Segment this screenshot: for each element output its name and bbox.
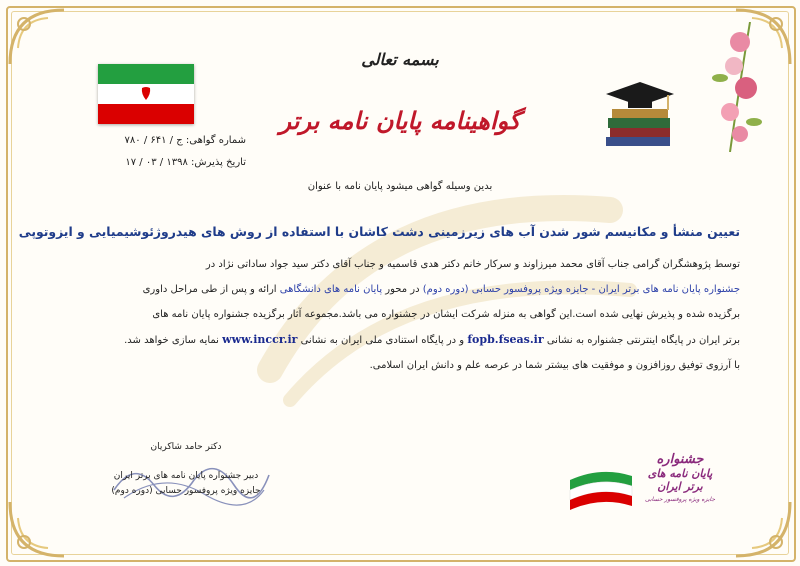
iran-flag-icon: [98, 64, 194, 124]
certificate-number: شماره گواهی: ج / ۶۴۱ / ۷۸۰: [124, 135, 246, 146]
books-graduation-cap-icon: [600, 78, 680, 148]
signature-block: [96, 440, 276, 499]
certificate-meta: [86, 130, 246, 174]
festival-website-link[interactable]: fopb.fseas.ir: [467, 333, 544, 346]
certificate-title: گواهینامه پایان نامه برتر: [279, 106, 521, 135]
acceptance-date: تاریخ پذیرش: ۱۳۹۸ / ۰۳ / ۱۷: [125, 157, 246, 168]
body-line-1: توسط پژوهشگران گرامی جناب آقای محمد میرزاوند و سرکار خانم دکتر هدی قاسمیه و جناب آقای دکتر سید جواد ساداتی نژاد در: [205, 259, 740, 270]
signer-name: دکتر حامد شاکریان: [150, 442, 222, 452]
signer-role: دبیر جشنواره پایان نامه های برتر ایران: [113, 471, 259, 481]
body-line-2: [60, 277, 740, 302]
certificate-body: [60, 252, 740, 378]
festival-flag-logo-icon: [566, 466, 636, 516]
body-text: برتر ایران در پایگاه اینترنتی جشنواره به نشانی: [543, 335, 740, 346]
flower-decoration: [690, 22, 770, 152]
body-line-5: با آرزوی توفیق روزافزون و موفقیت های بیشتر شما در عرصه علم و دانش ایران اسلامی.: [369, 360, 740, 371]
bismillah-heading: بسمه تعالی: [361, 50, 439, 69]
festival-logo-text: [640, 452, 720, 503]
body-text: در محور: [382, 284, 423, 295]
signer-role-sub: جایزه ویژه پروفسور حسابی (دوره دوم): [111, 486, 261, 496]
corner-ornament-icon: [4, 472, 94, 562]
body-text: ارائه و پس از طی مراحل داوری: [142, 284, 280, 295]
thesis-title: تعیین منشأ و مکانیسم شور شدن آب های زیرزمینی دشت کاشان با استفاده از روش های هیدروژئوشیمیایی و ایزوتوپی: [18, 224, 740, 239]
festival-name: جشنواره پایان نامه های برتر ایران - جایزه ویژه پروفسور حسابی (دوره دوم): [422, 284, 740, 295]
body-line-3: برگزیده شده و پذیرش نهایی شده است.این گواهی به منزله شرکت ایشان در جشنواره می باشد.مجموعه آثار برگزیده جشنواره پایان نامه های: [152, 309, 740, 320]
body-line-4: [60, 327, 740, 353]
category-name: پایان نامه های دانشگاهی: [279, 284, 383, 295]
body-text: و در پایگاه استنادی ملی ایران به نشانی: [297, 335, 468, 346]
intro-text: بدین وسیله گواهی میشود پایان نامه با عنوان: [307, 181, 493, 192]
inccr-website-link[interactable]: www.inccr.ir: [222, 333, 298, 346]
festival-logo-line3: جایزه ویژه پروفسور حسابی: [644, 496, 716, 503]
festival-logo-line1: جشنواره: [656, 452, 704, 467]
festival-logo-line2: پایان نامه های برتر ایران: [647, 467, 713, 493]
corner-ornament-icon: [4, 4, 94, 94]
body-text: نمایه سازی خواهد شد.: [124, 335, 223, 346]
